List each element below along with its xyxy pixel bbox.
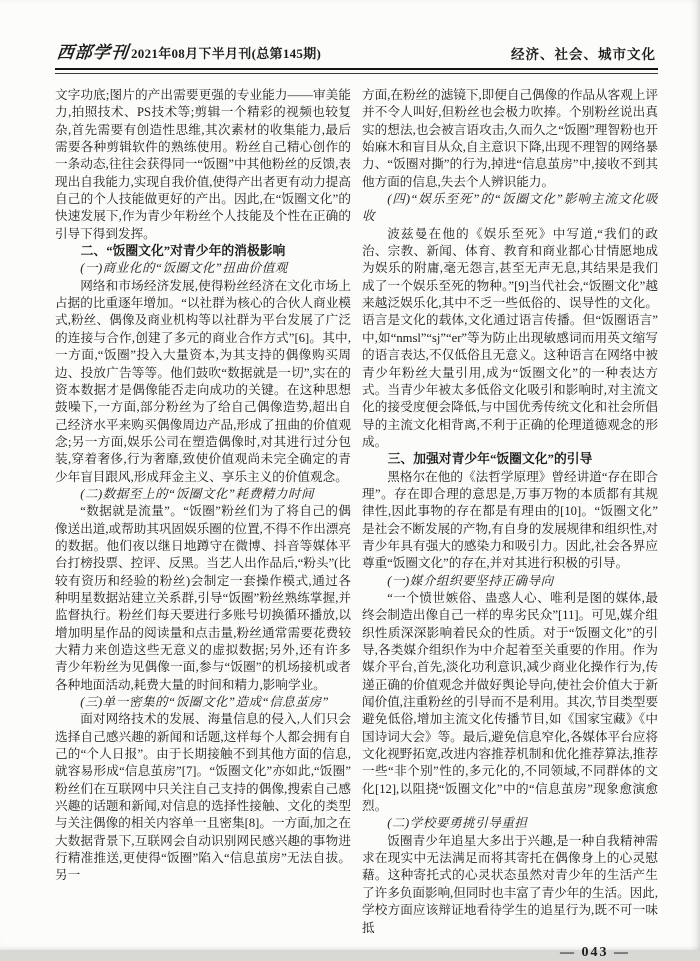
right-column xyxy=(362,87,658,961)
subsection-heading: (三)单一密集的“饭圈文化”造成“信息茧房” xyxy=(80,695,330,710)
paragraph: 黑格尔在他的《法哲学原理》曾经讲道“存在即合理”。存在即合理的意思是,万事万物的本质都有其规律性,因此事物的存在都是有理由的[10]。“饭圈文化”是社会不断发展的产物,有自身的发展规律和组织性,对青少年具有强大的感染力和吸引力。因此,社会各界应尊重“饭圈文化”的存在,并对其进行积极的引导。 xyxy=(362,469,658,571)
section-heading: 三、加强对青少年“饭圈文化”的引导 xyxy=(387,452,593,467)
paragraph: 面对网络技术的发展、海量信息的侵入,人们只会选择自己感兴趣的新闻和话题,这样每个人都会拥有自己的“个人日报”。由于长期接触不到其他方面的信息,就容易形成“信息茧房”[7]。“饭圈文化”亦如此,“饭圈”粉丝们在互联网中只关注自己支持的偶像,搜索自己感兴趣的话题和新闻,对信息的选择性接触、文化的类型与关注偶像的相关内容单一且密集[8]。一方面,加之在大数据背景下,互联网会自动识别网民感兴趣的事物进行精准推送,更使得“饭圈”陷入“信息茧房”无法自拔。另一 xyxy=(55,712,351,883)
paragraph: 网络和市场经济发展,使得粉丝经济在文化市场上占据的比重逐年增加。“以社群为核心的合伙人商业模式,粉丝、偶像及商业机构等以社群为平台发展了广泛的连接与合作,创建了多元的商业合作方式”[6]。其中,一方面,“饭圈”投入大量资本,为其支持的偶像购买周边、投放广告等等。他们鼓吹“数据就是一切”,实在的资本数据才是偶像能否走向成功的关键。在这种思想鼓噪下,一方面,部分粉丝为了给自己偶像造势,超出自己经济水平来购买偶像周边产品,形成了扭曲的价值观念;另一方面,娱乐公司在塑造偶像时,对其进行过分包装,穿着奢侈,行为奢靡,致使价值观尚未完全确定的青少年盲目跟风,形成拜金主义、享乐主义的价值观念。 xyxy=(55,278,351,484)
paragraph: 波兹曼在他的《娱乐至死》中写道,“我们的政治、宗教、新闻、体育、教育和商业都心甘情愿地成为娱乐的附庸,毫无怨言,甚至无声无息,其结果是我们成了一个娱乐至死的物种。”[9]当代社会,“饭圈文化”越来越泛娱乐化,其中不乏一些低俗的、误导性的文化。语言是文化的载体,文化通过语言传播。但“饭圈语言”中,如“nmsl”“sj”“er”等为防止出现敏感词而用英文缩写的语言表达,不仅低俗且无意义。这种语言在网络中被青少年粉丝大量引用,成为“饭圈文化”的一种表达方式。当青少年被太多低俗文化吸引和影响时,对主流文化的接受度便会降低,与中国优秀传统文化和社会所倡导的主流文化相背离,不利于正确的伦理道德观念的形成。 xyxy=(362,226,658,449)
subsection-heading: (二)数据至上的“饭圈文化”耗费精力时间 xyxy=(80,486,315,501)
paragraph: 饭圈青少年追星大多出于兴趣,是一种自我精神需求在现实中无法满足而将其寄托在偶像身上的心灵慰藉。这种寄托式的心灵状态虽然对青少年的生活产生了许多负面影响,但同时也丰富了青少年的生活。因此,学校方面应该辩证地看待学生的追星行为,既不可一味抵 xyxy=(362,833,658,935)
subsection-heading: (一)媒介组织要坚持正确导向 xyxy=(387,573,554,588)
journal-logo: 西部学刊 xyxy=(55,43,130,62)
masthead xyxy=(57,38,321,63)
article-body xyxy=(55,87,658,961)
paragraph: 文字功底;图片的产出需要更强的专业能力——审美能力,拍照技术、PS技术等;剪辑一个精彩的视频也较复杂,首先需要有创造性思维,其次素材的收集能力,最后需要各种剪辑软件的熟练使用。粉丝自己精心创作的一条动态,往往会获得同一“饭圈”中其他粉丝的反馈,表现出自我能力,实现自我价值,使得产出者更有动力提高自己的个人技能做更好的产出。因此,在“饭圈文化”的快速发展下,作为青少年粉丝个人技能及个性在正确的引导下得到发挥。 xyxy=(55,88,351,241)
page-number: — 043 — xyxy=(560,944,630,960)
section-label: 经济、社会、城市文化 xyxy=(511,47,656,62)
page-header xyxy=(55,38,658,68)
header-rule xyxy=(55,68,658,74)
subsection-heading: (四)“娱乐至死”的“饭圈文化”影响主流文化吸收 xyxy=(362,192,658,224)
left-column xyxy=(55,87,351,961)
subsection-heading: (二)学校要勇挑引导重担 xyxy=(387,816,528,831)
issue-info: 2021年08月下半月刊(总第145期) xyxy=(131,46,322,61)
section-heading: 二、“饭圈文化”对青少年的消极影响 xyxy=(80,244,286,259)
paragraph: “数据就是流量”。“饭圈”粉丝们为了将自己的偶像送出道,或帮助其巩固娱乐圈的位置,不得不作出漂亮的数据。他们夜以继日地蹲守在微博、抖音等媒体平台打榜投票、控评、反黑。当艺人出作品后,“粉头”(比较有资历和经验的粉丝)会制定一套操作模式,通过各种明星数据站建立关系群,引导“饭圈”粉丝熟练掌握,并监督执行。粉丝们每天要进行多账号切换循环播放,以增加明星作品的阅读量和点击量,粉丝通常需要花费较大精力来创造这些无意义的虚拟数据;另外,还有许多青少年粉丝为见偶像一面,参与“饭圈”的机场接机或者各种地面活动,耗费大量的时间和精力,影响学业。 xyxy=(55,504,351,692)
paragraph: 方面,在粉丝的滤镜下,即便自己偶像的作品从客观上评并不令人叫好,但粉丝也会极力吹捧。个别粉丝说出真实的想法,也会被言语攻击,久而久之“饭圈”理智粉也开始麻木和盲目从众,自主意识下降,出现不理智的网络暴力、“饭圈对撕”的行为,掉进“信息茧房”中,接收不到其他方面的信息,失去个人辨识能力。 xyxy=(362,88,658,189)
paragraph: “一个愤世嫉俗、蛊惑人心、唯利是图的媒体,最终会制造出像自己一样的卑劣民众”[11]。可见,媒介组织性质深深影响着民众的性质。对于“饭圈文化”的引导,各类媒介组织作为中介起着至关重要的作用。作为媒介平台,首先,淡化功利意识,减少商业化操作行为,传递正确的价值观念并做好舆论导向,使社会价值大于新闻价值,注重粉丝的引导而不是利用。其次,节目类型要避免低俗,增加主流文化传播节目,如《国家宝藏》《中国诗词大会》等。最后,避免信息窄化,各媒体平台应将文化视野拓宽,改进内容推荐机制和优化推荐算法,推荐一些“非个别”性的,多元化的,不同领域,不同群体的文化[12],以阻挠“饭圈文化”中的“信息茧房”现象愈演愈烈。 xyxy=(362,590,658,814)
subsection-heading: (一)商业化的“饭圈文化”扭曲价值观 xyxy=(80,261,288,276)
